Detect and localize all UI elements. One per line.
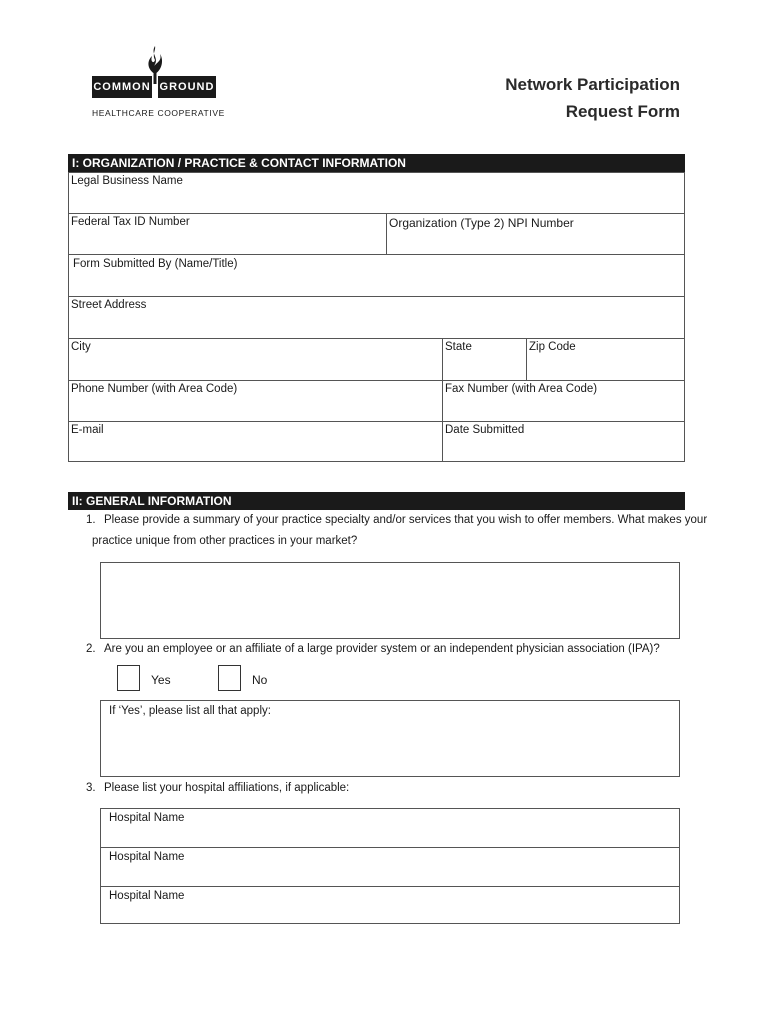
yes-label: Yes: [151, 673, 171, 687]
no-label: No: [252, 673, 268, 687]
logo-word-right: GROUND: [158, 76, 216, 98]
phone-field[interactable]: [69, 381, 442, 421]
row-tax-npi: [69, 213, 684, 254]
row-city-state-zip: [69, 338, 684, 380]
hospital-table: [100, 808, 680, 924]
form-title-line2: Request Form: [565, 102, 680, 121]
section2-header: II: GENERAL INFORMATION: [68, 492, 685, 510]
row-street: [69, 296, 684, 338]
no-checkbox[interactable]: [218, 665, 241, 691]
fax-label: Fax Number (with Area Code): [445, 383, 598, 395]
street-field[interactable]: [69, 297, 684, 338]
q2-text: Are you an employee or an affiliate of a large provider system or an independent physician association (IPA)?: [104, 643, 660, 655]
q1-text-line2: practice unique from other practices in your market?: [92, 535, 358, 547]
npi-label: Organization (Type 2) NPI Number: [389, 216, 574, 230]
hospital-row[interactable]: [101, 886, 679, 923]
fax-field[interactable]: [442, 381, 684, 421]
zip-field[interactable]: [526, 339, 684, 380]
q2-number: 2.: [86, 643, 96, 655]
row-legal-name: [69, 173, 684, 213]
legal-name-field[interactable]: [69, 173, 684, 213]
ipa-list-box[interactable]: [100, 700, 680, 777]
form-title-line1: Network Participation: [505, 75, 680, 94]
section1-header: I: ORGANIZATION / PRACTICE & CONTACT INFORMATION: [68, 154, 685, 172]
yes-checkbox[interactable]: [117, 665, 140, 691]
city-label: City: [71, 341, 91, 353]
hospital-name-label-3: Hospital Name: [109, 890, 185, 902]
npi-field[interactable]: [386, 214, 684, 254]
q1-answer-box[interactable]: [100, 562, 680, 639]
q3-text: Please list your hospital affiliations, if applicable:: [104, 782, 350, 794]
submitted-by-field[interactable]: [69, 255, 684, 296]
street-label: Street Address: [71, 299, 147, 311]
hospital-name-label-2: Hospital Name: [109, 851, 185, 863]
q1-text-line1: Please provide a summary of your practice specialty and/or services that you wish to offer members. What makes your: [104, 514, 708, 526]
legal-name-label: Legal Business Name: [71, 175, 183, 187]
zip-label: Zip Code: [529, 341, 576, 353]
city-field[interactable]: [69, 339, 442, 380]
row-submitted-by: [69, 254, 684, 296]
q1-number: 1.: [86, 514, 96, 526]
logo-word-left: COMMON: [92, 76, 152, 98]
tax-id-field[interactable]: [69, 214, 386, 254]
if-yes-label: If ‘Yes’, please list all that apply:: [109, 705, 271, 717]
email-field[interactable]: [69, 422, 442, 461]
logo-tagline: HEALTHCARE COOPERATIVE: [92, 108, 225, 118]
row-email-date: [69, 421, 684, 461]
q3-number: 3.: [86, 782, 96, 794]
state-field[interactable]: [442, 339, 526, 380]
hospital-row[interactable]: [101, 809, 679, 847]
state-label: State: [445, 341, 472, 353]
date-submitted-field[interactable]: [442, 422, 684, 461]
hospital-name-label-1: Hospital Name: [109, 812, 185, 824]
submitted-by-label: Form Submitted By (Name/Title): [73, 258, 238, 270]
tax-id-label: Federal Tax ID Number: [71, 216, 190, 228]
contact-info-table: [68, 172, 685, 462]
date-submitted-label: Date Submitted: [445, 424, 525, 436]
row-phone-fax: [69, 380, 684, 421]
hospital-row[interactable]: [101, 847, 679, 886]
email-label: E-mail: [71, 424, 104, 436]
phone-label: Phone Number (with Area Code): [71, 383, 238, 395]
